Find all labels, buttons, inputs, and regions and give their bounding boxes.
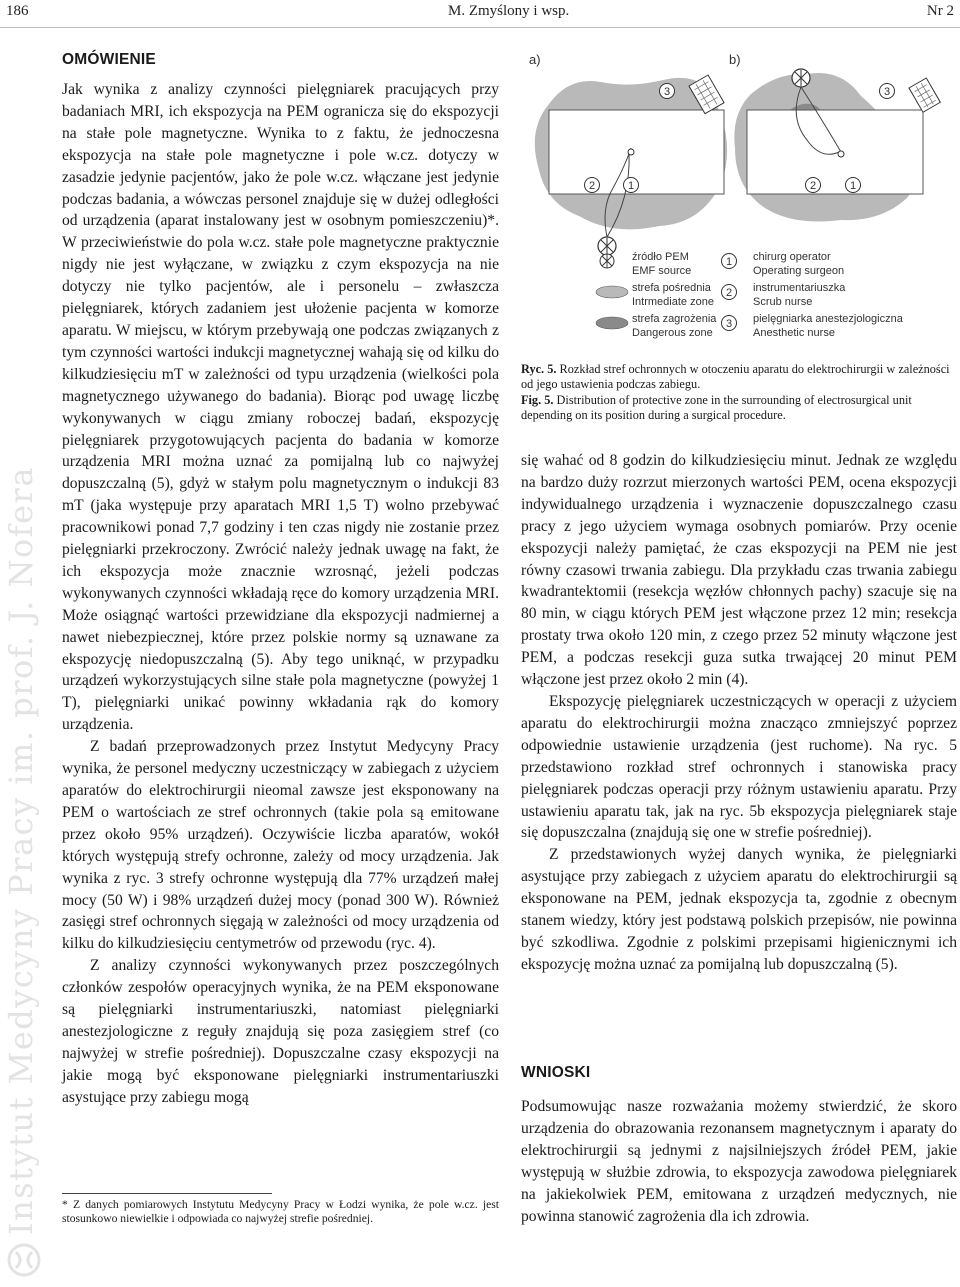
svg-text:strefa zagrożenia: strefa zagrożenia <box>632 313 717 325</box>
electrode-a-icon <box>628 149 634 155</box>
page-number: 186 <box>6 3 29 19</box>
panel-label-b: b) <box>729 52 741 67</box>
svg-text:strefa pośrednia: strefa pośrednia <box>632 282 711 294</box>
running-authors: M. Zmyślony i wsp. <box>448 3 570 19</box>
emf-source-b-icon <box>792 69 810 87</box>
footnote: * Z danych pomiarowych Instytutu Medycyny Pracy w Łodzi wynika, że pole w.cz. jest stosunkowo niewielkie i odpowiada co najwyżej strefie pośredniej. <box>62 1198 499 1225</box>
figure-caption <box>521 362 957 423</box>
legend-scrub-nurse <box>722 282 847 308</box>
emf-source-legend-icon <box>600 254 614 268</box>
issue-number: Nr 2 <box>926 3 954 19</box>
svg-text:Intrmediate zone: Intrmediate zone <box>632 296 714 308</box>
publisher-logo-icon <box>6 1238 42 1282</box>
svg-text:3: 3 <box>663 86 671 98</box>
instrument-tray-b-icon <box>909 78 940 112</box>
svg-text:2: 2 <box>588 180 596 192</box>
svg-text:Scrub nurse: Scrub nurse <box>753 296 813 308</box>
paragraph: Z analizy czynności wykonywanych przez poszczególnych członków zespołów operacyjnych wynika, że na PEM eksponowane są pielęgniarki instrumentariuszki, natomiast pielęgniarki anestezjologiczne z reguły znajdują się poza zasięgiem stref (co najwyżej w strefie pośredniej). Dopuszczalne czasy ekspozycji na jakie mogą być eksponowane pielęgniarki instrumentariuszki asystujące przy zabiegu mogą <box>62 957 499 1106</box>
paragraph: Jak wynika z analizy czynności pielęgniarek pracujących przy badaniach MRI, ich ekspozycja na PEM ogranicza się do ekspozycji na stałe pole magnetyczne. Wynika to z faktu, że jednoczesna ekspozycja na stałe pole magnetyczne i pole w.cz. dotyczy w zasadzie jedynie pacjentów, jako że pole w.cz. włączane jest jedynie podczas badania, a wówczas personel znajduje się w dużej odległości od urządzenia (aparat instalowany jest w osobnym pomieszczeniu)*. W przeciwieństwie do pola w.cz. stałe pole magnetyczne praktycznie nigdy nie jest wyłączane, w związku z czym ekspozycja na nie dotyczy nie tylko pacjentów, ale i personelu – zwłaszcza pielęgniarek, których zadaniem jest ułożenie pacjenta w komorze aparatu. W miejscu, w którym przebywają one podczas związanych z tym czynności wartości indukcji magnetycznej wahają się od kilku do kilkudziesięciu mT w zależności od typu urządzenia (wielkości pola magnetycznego używanego do badania). Biorąc pod uwagę liczbę wykonywanych w ciągu zmiany roboczej badań, ekspozycję pielęgniarek przygotowujących pacjenta do badania w komorze urządzenia MRI można uznać za pomijalną lub co najwyżej dopuszczalną (5), gdyż w stałym polu magnetycznym o indukcji 83 mT (jaka występuje przy aparatach MRI 1,5 T) wolno przebywać pracownikowi ponad 7,7 godziny i ten czas nigdy nie zostanie przez pielęgniarki przekroczony. Zwrócić należy jednak uwagę na fakt, że ich ekspozycja może znacznie wzrosnąć, jeżeli podczas wykonywanych czynności wkładają ręce do komory urządzenia MRI. Może osiągnąć wartości przewidziane dla ekspozycji nadmiernej a nawet niebezpiecznej, które przez polskie normy są uznawane za ekspozycję niedopuszczalną (5). Aby tego uniknąć, w przypadku urządzeń wykorzystujących silne stałe pola magnetyczne (powyżej 1 T), pielęgniarki unikać powinny wkładania rąk do komory urządzenia. <box>62 81 499 734</box>
right-column <box>521 450 957 976</box>
marker-3-a <box>660 84 675 99</box>
figure-5 <box>521 48 957 358</box>
figure-5-diagram <box>521 48 957 358</box>
svg-text:EMF source: EMF source <box>632 265 692 277</box>
caption-polish <box>521 362 957 393</box>
paragraph: się wahać od 8 godzin do kilkudziesięciu minut. Jednak ze względu na bardzo duży rozrzut mierzonych wartości PEM, ocena ekspozycji indywidualnego urządzenia i wyznaczenie dopuszczalnego czasu pracy z jego użyciem wymaga osobnych pomiarów. Przy ocenie ekspozycji należy pamiętać, że czas ekspozycji na PEM nie jest równy czasowi trwania zabiegu. Dla przykładu czas trwania zabiegu kwadrantektomii (resekcja węzłów chłonnych pachy) szacuje się na 80 min, w ciągu których PEM jest włączone przez 12 min; resekcja prostaty trwa około 120 min, z czego przez 52 minuty włączone jest PEM, a podczas resekcji guza sutka trwającej 20 minut PEM włączone jest przez około 2 min (4). <box>521 452 957 689</box>
section-heading-discussion: OMÓWIENIE <box>62 51 156 68</box>
svg-text:1: 1 <box>627 180 635 192</box>
paragraph: Z badań przeprowadzonych przez Instytut Medycyny Pracy wynika, że personel medyczny uczestniczący w zabiegach z użyciem aparatów do elektrochirurgii nieomal zawsze jest eksponowany na PEM o wartościach ze stref ochronnych (takie pola są emitowane przez około 95% urządzeń). Oczywiście liczba aparatów, wokół których występują strefy ochronne, zależy od mocy urządzenia. Jak wynika z ryc. 3 strefy ochronne występują dla 77% urządzeń małej mocy (50 W) i 98% urządzeń dużej mocy (ponad 300 W). Również zasięgi stref ochronnych sięgają w zależności od mocy urządzenia od kilku do kilkudziesięciu centymetrów od przewodu (ryc. 4). <box>62 738 499 953</box>
caption-en-label: Fig. 5. <box>521 392 554 407</box>
paragraph: Z przedstawionych wyżej danych wynika, że pielęgniarki asystujące przy zabiegach z użyciem aparatu do elektrochirurgii są eksponowane na PEM, jednak ekspozycja ta, zgodnie z obecnym stanem wiedzy, który jest podstawą polskich przepisów, nie powinna być szkodliwa. Zgodnie z polskimi przepisami higienicznymi ich ekspozycję można uznać za pomijalną lub dopuszczalną (5). <box>521 846 957 973</box>
caption-pl-text: Rozkład stref ochronnych w otoczeniu aparatu do elektrochirurgii w zależności od jego ustawienia podczas zabiegu. <box>521 362 950 392</box>
svg-text:chirurg operator: chirurg operator <box>753 251 831 263</box>
legend-emf-source <box>600 251 691 277</box>
legend-intermediate-zone <box>596 282 714 308</box>
marker-1-b <box>846 178 861 193</box>
section-heading-conclusions: WNIOSKI <box>521 1064 591 1081</box>
svg-text:Operating surgeon: Operating surgeon <box>753 265 845 277</box>
svg-text:1: 1 <box>849 180 857 192</box>
svg-text:instrumentariuszka: instrumentariuszka <box>753 282 846 294</box>
conclusions-section <box>521 1064 957 1227</box>
conclusion-paragraph: Podsumowując nasze rozważania możemy stwierdzić, że skoro urządzenia do obrazowania rezonansem magnetycznym i aparaty do elektrochirurgii są jednymi z najsilniejszych źródeł PEM, jakie występują w służbie zdrowia, to ekspozycja zawodowa pielęgniarek na jakiekolwiek PEM, emitowana z urządzeń medycznych, nie powinna stanowić zagrożenia dla ich zdrowia. <box>521 1098 957 1225</box>
footnote-rule <box>62 1193 272 1194</box>
operating-table-b <box>747 110 923 194</box>
marker-1-a <box>624 178 639 193</box>
publisher-watermark: Instytut Medycyny Pracy im. prof. J. Nofera <box>2 466 40 1235</box>
electrode-b-icon <box>838 151 844 157</box>
svg-text:pielęgniarka anestezjologiczna: pielęgniarka anestezjologiczna <box>753 313 903 325</box>
legend-surgeon <box>722 251 845 277</box>
svg-text:2: 2 <box>725 287 733 299</box>
left-column <box>62 51 499 1109</box>
svg-text:Dangerous zone: Dangerous zone <box>632 327 713 339</box>
caption-en-text: Distribution of protective zone in the surrounding of electrosurgical unit depending on its position during a surgical procedure. <box>521 392 912 422</box>
paragraph: Ekspozycję pielęgniarek uczestniczących w operacji z użyciem aparatu do elektrochirurgii można znacząco zmniejszyć poprzez odpowiednie ustawienie urządzenia (jest ruchome). Na ryc. 5 przedstawiono rozkład stref ochronnych i stanowiska pracy pielęgniarek podczas operacji przy różnym ustawieniu aparatu. Przy ustawieniu aparatu tak, jak na ryc. 5b ekspozycja pielęgniarek staje się dopuszczalna (znajdują się one w strefie pośredniej). <box>521 692 957 842</box>
legend-dangerous-zone <box>596 313 717 339</box>
running-header <box>0 0 960 28</box>
marker-2-b <box>806 178 821 193</box>
legend-anesthetic-nurse <box>722 313 904 339</box>
svg-text:2: 2 <box>809 180 817 192</box>
svg-text:źródło PEM: źródło PEM <box>632 251 689 263</box>
dangerous-zone-swatch <box>596 317 628 329</box>
svg-text:Anesthetic nurse: Anesthetic nurse <box>753 327 835 339</box>
svg-text:1: 1 <box>725 256 733 268</box>
caption-pl-label: Ryc. 5. <box>521 362 557 376</box>
svg-text:3: 3 <box>725 318 733 330</box>
panel-label-a: a) <box>529 52 541 67</box>
caption-english <box>521 393 957 424</box>
svg-text:3: 3 <box>883 86 891 98</box>
emf-source-a-icon <box>598 237 616 255</box>
intermediate-zone-swatch <box>596 286 628 298</box>
marker-3-b <box>880 84 895 99</box>
marker-2-a <box>585 178 600 193</box>
